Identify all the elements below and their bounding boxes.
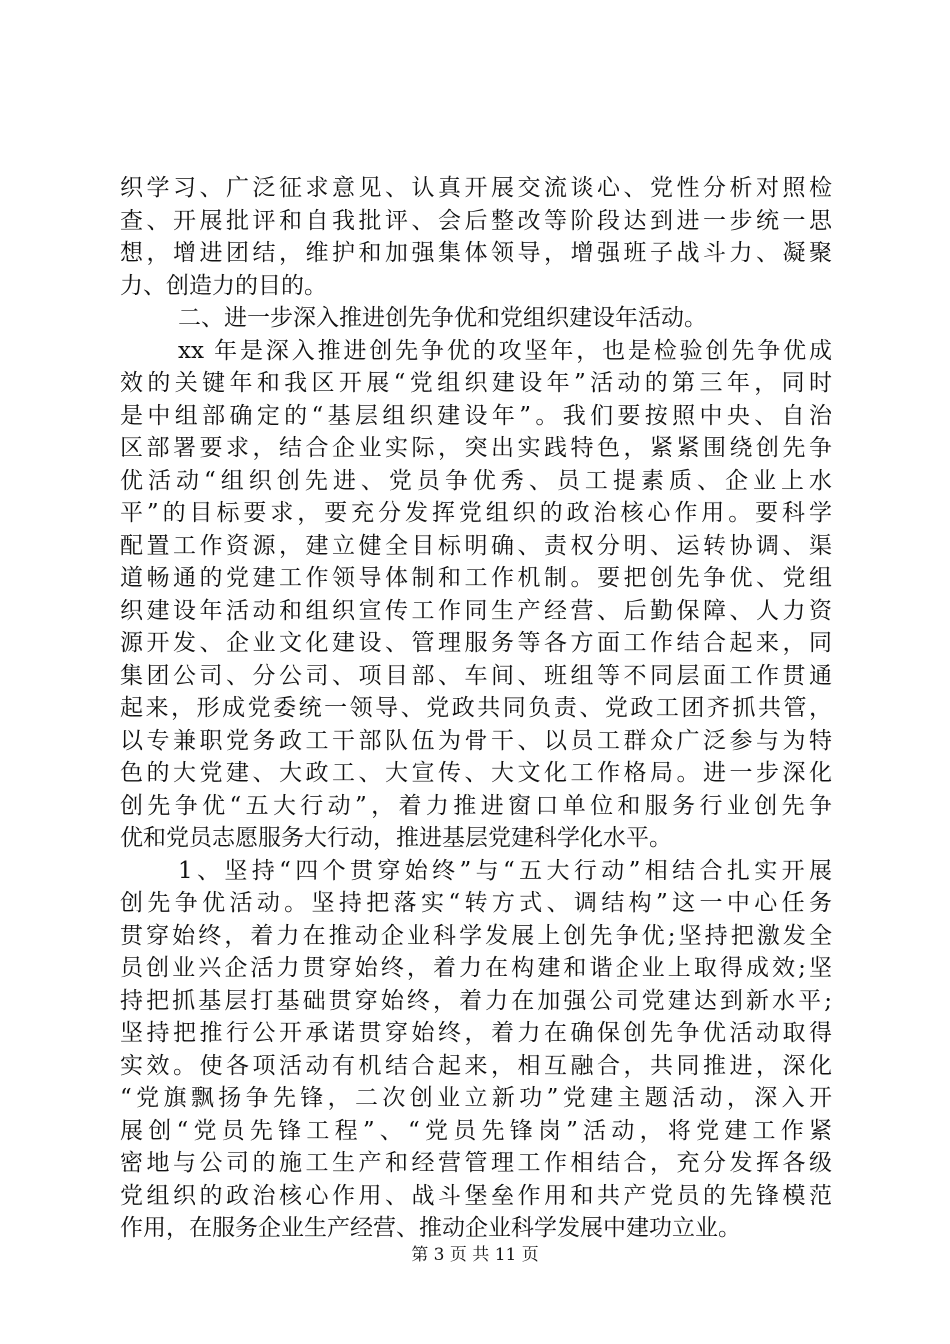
text-line: 创先争优“五大行动”，着力推进窗口单位和服务行业创先争 — [120, 792, 832, 819]
text-line: 想，增进团结，维护和加强集体领导，增强班子战斗力、凝聚 — [120, 240, 832, 266]
text-line: 效的关键年和我区开展“党组织建设年”活动的第三年，同时 — [120, 370, 832, 396]
text-line: 作用，在服务企业生产经营、推动企业科学发展中建功立业。 — [120, 1215, 741, 1241]
text-line: 查、开展批评和自我批评、会后整改等阶段达到进一步统一思 — [120, 207, 832, 234]
text-line: “党旗飘扬争先锋，二次创业立新功”党建主题活动，深入开 — [120, 1085, 832, 1111]
text-line: 织建设年活动和组织宣传工作同生产经营、后勤保障、人力资 — [120, 597, 832, 624]
text-line: xx 年是深入推进创先争优的攻坚年，也是检验创先争优成 — [178, 337, 832, 364]
text-line: 是中组部确定的“基层组织建设年”。我们要按照中央、自治 — [120, 402, 832, 429]
text-line: 持把抓基层打基础贯穿始终，着力在加强公司党建达到新水平; — [120, 987, 832, 1014]
text-line: 优和党员志愿服务大行动，推进基层党建科学化水平。 — [120, 825, 672, 851]
section-heading: 二、进一步深入推进创先争优和党组织建设年活动。 — [178, 305, 707, 331]
text-line: 优活动“组织创先进、党员争优秀、员工提素质、企业上水 — [120, 467, 832, 494]
text-line: 力、创造力的目的。 — [120, 272, 327, 299]
text-line: 密地与公司的施工生产和经营管理工作相结合，充分发挥各级 — [120, 1150, 832, 1176]
text-line: 配置工作资源，建立健全目标明确、责权分明、运转协调、渠 — [120, 532, 832, 559]
text-line: 党组织的政治核心作用、战斗堡垒作用和共产党员的先锋模范 — [120, 1182, 832, 1209]
document-body — [120, 172, 832, 1245]
text-line: 道畅通的党建工作领导体制和工作机制。要把创先争优、党组 — [120, 565, 832, 591]
text-line: 起来，形成党委统一领导、党政共同负责、党政工团齐抓共管， — [120, 695, 832, 721]
text-line: 区部署要求，结合企业实际，突出实践特色，紧紧围绕创先争 — [120, 435, 832, 461]
text-line: 展创“党员先锋工程”、“党员先锋岗”活动，将党建工作紧 — [120, 1117, 832, 1144]
text-line: 贯穿始终，着力在推动企业科学发展上创先争优;坚持把激发全 — [120, 922, 832, 949]
text-line: 实效。使各项活动有机结合起来，相互融合，共同推进，深化 — [120, 1052, 832, 1079]
text-line: 织学习、广泛征求意见、认真开展交流谈心、党性分析对照检 — [120, 175, 832, 201]
text-line: 1、坚持“四个贯穿始终”与“五大行动”相结合扎实开展 — [178, 857, 832, 884]
text-line: 平”的目标要求，要充分发挥党组织的政治核心作用。要科学 — [120, 500, 832, 526]
text-line: 创先争优活动。坚持把落实“转方式、调结构”这一中心任务 — [120, 890, 832, 916]
page-number-footer: 第 3 页 共 11 页 — [411, 1245, 539, 1265]
text-line: 以专兼职党务政工干部队伍为骨干、以员工群众广泛参与为特 — [120, 727, 832, 754]
text-line: 集团公司、分公司、项目部、车间、班组等不同层面工作贯通 — [120, 662, 832, 689]
text-line: 员创业兴企活力贯穿始终，着力在构建和谐企业上取得成效;坚 — [120, 955, 832, 981]
text-line: 色的大党建、大政工、大宣传、大文化工作格局。进一步深化 — [120, 760, 832, 786]
text-line: 坚持把推行公开承诺贯穿始终，着力在确保创先争优活动取得 — [120, 1020, 832, 1046]
text-line: 源开发、企业文化建设、管理服务等各方面工作结合起来，同 — [120, 630, 832, 656]
